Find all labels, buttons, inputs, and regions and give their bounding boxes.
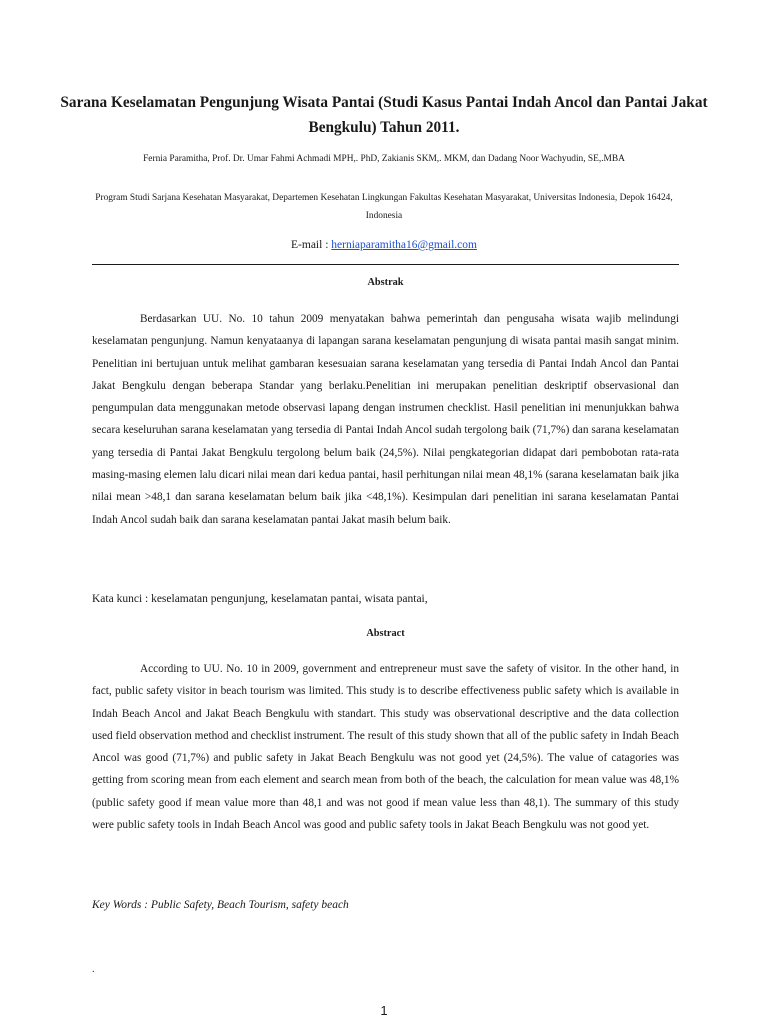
affiliation: Program Studi Sarjana Kesehatan Masyarakat, Departemen Kesehatan Lingkungan Fakultas Kesehatan Masyarakat, Universitas Indonesia, Depok 16424, Indonesia [95,193,673,221]
email-link[interactable]: herniaparamitha16@gmail.com [331,239,477,251]
abstract-keywords: Key Words : Public Safety, Beach Tourism, safety beach [92,899,349,911]
abstrak-keywords: Kata kunci : keselamatan pengunjung, keselamatan pantai, wisata pantai, [92,593,428,605]
abstract-body: According to UU. No. 10 in 2009, government and entrepreneur must save the safety of visitor. In the other hand, in fact, public safety visitor in beach tourism was limited. This study is to describe effectiveness public safety which is available in Indah Beach Ancol and Jakat Beach Bengkulu with standart. This study was observational descriptive and the data collection used field observation method and checklist instrument. The result of this study shown that all of the public safety in Indah Beach Ancol was good (71,7%) and public safety in Jakat Beach Bengkulu was not good yet (24,5%). The value of catagories was getting from scoring mean from each element and search mean from both of the beach, the calculation for mean value was 48,1% (public safety good if mean value more than 48,1 and was not good if mean value less than 48,1). The summary of this study were public safety tools in Indah Beach Ancol was good and public safety tools in Jakat Beach Bengkulu was not good yet. [92,663,679,832]
email-label: E-mail : [291,239,332,251]
paper-title: Sarana Keselamatan Pengunjung Wisata Pantai (Studi Kasus Pantai Indah Ancol dan Pantai Jakat Bengkulu) Tahun 2011. [60,94,708,136]
author-list: Fernia Paramitha, Prof. Dr. Umar Fahmi Achmadi MPH,. PhD, Zakianis SKM,. MKM, dan Dadang Noor Wachyudin, SE,.MBA [143,154,625,164]
abstract-paragraph [92,658,679,836]
page-number: 1 [380,1003,388,1018]
stray-dot: . [92,964,95,975]
header-divider [92,264,679,265]
abstrak-paragraph [92,308,679,531]
abstrak-heading: Abstrak [367,277,404,288]
email-line [60,236,708,254]
abstract-heading: Abstract [366,628,405,639]
abstrak-body: Berdasarkan UU. No. 10 tahun 2009 menyatakan bahwa pemerintah dan pengusaha wisata wajib melindungi keselamatan pengunjung. Namun kenyataanya di lapangan sarana keselamatan pengunjung di wisata pantai masih sangat minim. Penelitian ini bertujuan untuk melihat gambaran kesesuaian sarana keselamatan yang tersedia di Pantai Indah Ancol dan Pantai Jakat Bengkulu dengan beberapa Standar yang berlaku.Penelitian ini merupakan penelitian deskriptif observasional dan pengumpulan data menggunakan metode observasi lapang dengan instrumen checklist. Hasil penelitian ini menunjukkan bahwa secara keseluruhan sarana keselamatan yang tersedia di Pantai Indah Ancol sudah tergolong baik (71,7%) dan sarana keselamatan yang tersedia di Pantai Jakat Bengkulu tergolong belum baik (24,5%). Nilai pengkategorian didapat dari pembobotan rata-rata masing-masing elemen lalu dicari nilai mean dari kedua pantai, hasil perhitungan nilai mean 48,1% (sarana keselamatan baik jika nilai mean >48,1 dan sarana keselamatan belum baik jika <48,1%). Kesimpulan dari penelitian ini sarana keselamatan Pantai Indah Ancol sudah baik dan sarana keselamatan pantai Jakat masih belum baik. [92,313,679,526]
